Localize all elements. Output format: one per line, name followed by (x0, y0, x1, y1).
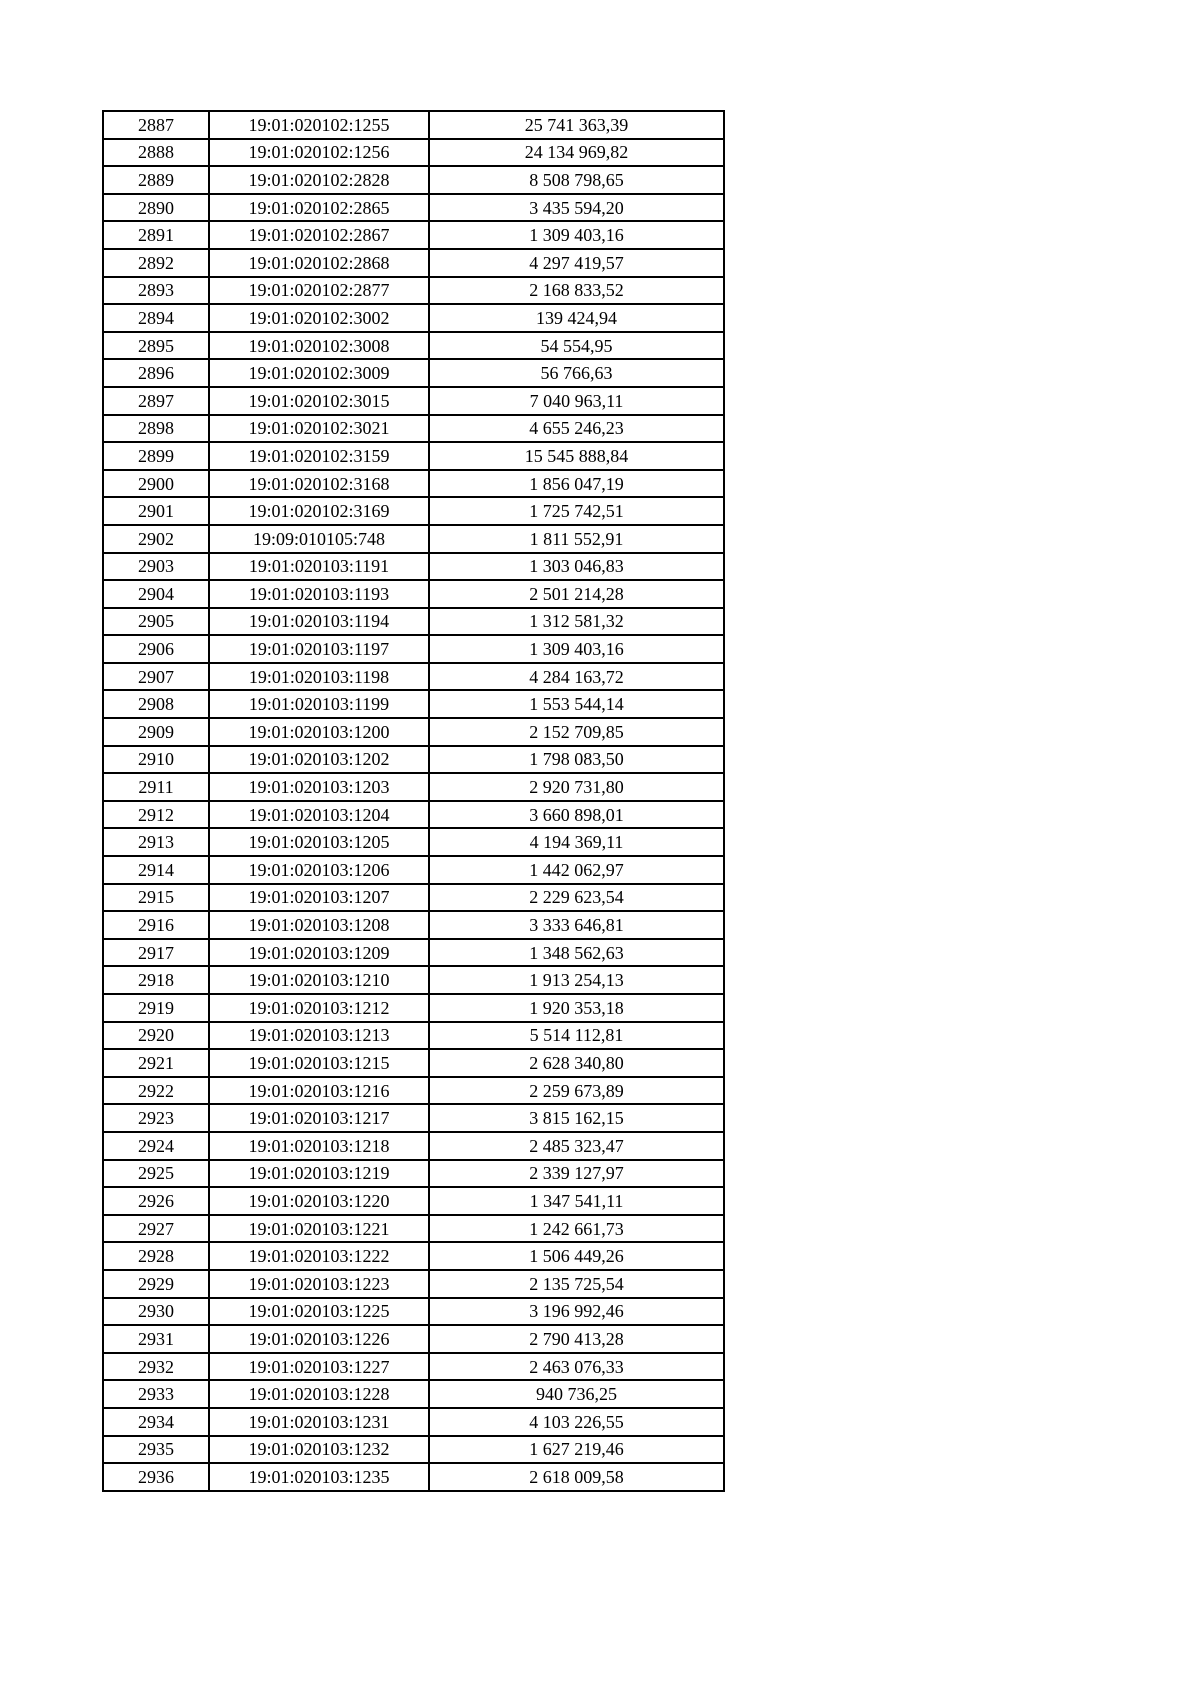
row-number-cell: 2921 (103, 1049, 209, 1077)
row-number-cell: 2906 (103, 635, 209, 663)
cadastral-value-cell: 25 741 363,39 (429, 111, 724, 139)
table-row (103, 1408, 724, 1436)
table-row (103, 166, 724, 194)
table-row (103, 332, 724, 360)
row-number-cell: 2932 (103, 1353, 209, 1381)
cadastral-number-cell: 19:01:020102:3021 (209, 415, 429, 443)
row-number-cell: 2887 (103, 111, 209, 139)
row-number-cell: 2904 (103, 580, 209, 608)
table-row (103, 1242, 724, 1270)
cadastral-value-cell: 4 297 419,57 (429, 249, 724, 277)
cadastral-number-cell: 19:01:020103:1213 (209, 1022, 429, 1050)
cadastral-number-cell: 19:01:020103:1221 (209, 1215, 429, 1243)
row-number-cell: 2934 (103, 1408, 209, 1436)
row-number-cell: 2927 (103, 1215, 209, 1243)
table-row (103, 1353, 724, 1381)
row-number-cell: 2918 (103, 966, 209, 994)
cadastral-number-cell: 19:01:020102:2865 (209, 194, 429, 222)
table-row (103, 966, 724, 994)
table-row (103, 580, 724, 608)
cadastral-value-cell: 8 508 798,65 (429, 166, 724, 194)
cadastral-value-cell: 1 725 742,51 (429, 497, 724, 525)
cadastral-number-cell: 19:01:020103:1194 (209, 608, 429, 636)
table-row (103, 828, 724, 856)
row-number-cell: 2899 (103, 442, 209, 470)
row-number-cell: 2925 (103, 1160, 209, 1188)
cadastral-value-cell: 3 196 992,46 (429, 1298, 724, 1326)
cadastral-number-cell: 19:01:020103:1216 (209, 1077, 429, 1105)
table-row (103, 111, 724, 139)
table-row (103, 635, 724, 663)
table-row (103, 221, 724, 249)
table-row (103, 1215, 724, 1243)
row-number-cell: 2928 (103, 1242, 209, 1270)
row-number-cell: 2890 (103, 194, 209, 222)
cadastral-value-cell: 1 553 544,14 (429, 690, 724, 718)
table-row (103, 1380, 724, 1408)
row-number-cell: 2892 (103, 249, 209, 277)
row-number-cell: 2888 (103, 139, 209, 167)
cadastral-number-cell: 19:01:020102:3008 (209, 332, 429, 360)
table-row (103, 801, 724, 829)
cadastral-number-cell: 19:01:020103:1203 (209, 773, 429, 801)
cadastral-value-cell: 2 135 725,54 (429, 1270, 724, 1298)
cadastral-value-cell: 3 333 646,81 (429, 911, 724, 939)
row-number-cell: 2930 (103, 1298, 209, 1326)
cadastral-number-cell: 19:01:020103:1218 (209, 1132, 429, 1160)
table-row (103, 1298, 724, 1326)
row-number-cell: 2911 (103, 773, 209, 801)
table-row (103, 1187, 724, 1215)
cadastral-value-cell: 24 134 969,82 (429, 139, 724, 167)
cadastral-value-cell: 2 790 413,28 (429, 1325, 724, 1353)
cadastral-value-cell: 1 506 449,26 (429, 1242, 724, 1270)
cadastral-number-cell: 19:01:020103:1191 (209, 553, 429, 581)
table-row (103, 1436, 724, 1464)
cadastral-number-cell: 19:01:020102:1255 (209, 111, 429, 139)
cadastral-value-cell: 139 424,94 (429, 304, 724, 332)
table-row (103, 277, 724, 305)
cadastral-value-cell: 2 168 833,52 (429, 277, 724, 305)
cadastral-value-cell: 2 501 214,28 (429, 580, 724, 608)
table-row (103, 1104, 724, 1132)
row-number-cell: 2916 (103, 911, 209, 939)
cadastral-number-cell: 19:01:020102:3015 (209, 387, 429, 415)
cadastral-number-cell: 19:01:020103:1225 (209, 1298, 429, 1326)
table-row (103, 690, 724, 718)
cadastral-number-cell: 19:01:020103:1231 (209, 1408, 429, 1436)
cadastral-value-cell: 1 312 581,32 (429, 608, 724, 636)
cadastral-value-cell: 1 348 562,63 (429, 939, 724, 967)
cadastral-value-cell: 4 103 226,55 (429, 1408, 724, 1436)
table-row (103, 1049, 724, 1077)
row-number-cell: 2902 (103, 525, 209, 553)
row-number-cell: 2931 (103, 1325, 209, 1353)
cadastral-number-cell: 19:01:020103:1219 (209, 1160, 429, 1188)
cadastral-number-cell: 19:01:020102:2828 (209, 166, 429, 194)
table-row (103, 194, 724, 222)
cadastral-value-cell: 2 152 709,85 (429, 718, 724, 746)
cadastral-value-cell: 2 339 127,97 (429, 1160, 724, 1188)
table-row (103, 1160, 724, 1188)
cadastral-value-cell: 1 442 062,97 (429, 856, 724, 884)
row-number-cell: 2893 (103, 277, 209, 305)
row-number-cell: 2898 (103, 415, 209, 443)
row-number-cell: 2920 (103, 1022, 209, 1050)
cadastral-number-cell: 19:01:020103:1215 (209, 1049, 429, 1077)
row-number-cell: 2919 (103, 994, 209, 1022)
row-number-cell: 2907 (103, 663, 209, 691)
table-row (103, 415, 724, 443)
cadastral-value-cell: 2 463 076,33 (429, 1353, 724, 1381)
cadastral-number-cell: 19:01:020103:1210 (209, 966, 429, 994)
row-number-cell: 2917 (103, 939, 209, 967)
cadastral-value-cell: 2 485 323,47 (429, 1132, 724, 1160)
cadastral-number-cell: 19:01:020102:2867 (209, 221, 429, 249)
table-row (103, 911, 724, 939)
cadastral-value-cell: 15 545 888,84 (429, 442, 724, 470)
cadastral-number-cell: 19:01:020103:1227 (209, 1353, 429, 1381)
cadastral-value-cell: 5 514 112,81 (429, 1022, 724, 1050)
cadastral-value-cell: 4 194 369,11 (429, 828, 724, 856)
row-number-cell: 2896 (103, 359, 209, 387)
cadastral-value-cell: 54 554,95 (429, 332, 724, 360)
cadastral-value-cell: 3 660 898,01 (429, 801, 724, 829)
table-row (103, 525, 724, 553)
cadastral-value-cell: 940 736,25 (429, 1380, 724, 1408)
cadastral-number-cell: 19:01:020102:3169 (209, 497, 429, 525)
row-number-cell: 2924 (103, 1132, 209, 1160)
table-row (103, 1077, 724, 1105)
table-row (103, 1325, 724, 1353)
cadastral-number-cell: 19:01:020103:1226 (209, 1325, 429, 1353)
table-row (103, 387, 724, 415)
row-number-cell: 2933 (103, 1380, 209, 1408)
table-row (103, 470, 724, 498)
row-number-cell: 2913 (103, 828, 209, 856)
cadastral-number-cell: 19:01:020103:1207 (209, 884, 429, 912)
cadastral-number-cell: 19:01:020103:1222 (209, 1242, 429, 1270)
row-number-cell: 2936 (103, 1463, 209, 1491)
cadastral-number-cell: 19:01:020102:3002 (209, 304, 429, 332)
cadastral-number-cell: 19:01:020103:1206 (209, 856, 429, 884)
row-number-cell: 2914 (103, 856, 209, 884)
cadastral-value-cell: 1 347 541,11 (429, 1187, 724, 1215)
cadastral-number-cell: 19:01:020103:1197 (209, 635, 429, 663)
table-row (103, 773, 724, 801)
row-number-cell: 2912 (103, 801, 209, 829)
table-row (103, 994, 724, 1022)
cadastral-value-cell: 2 259 673,89 (429, 1077, 724, 1105)
table-row (103, 359, 724, 387)
row-number-cell: 2935 (103, 1436, 209, 1464)
cadastral-number-cell: 19:01:020103:1199 (209, 690, 429, 718)
row-number-cell: 2891 (103, 221, 209, 249)
cadastral-number-cell: 19:01:020102:3009 (209, 359, 429, 387)
cadastral-value-cell: 3 815 162,15 (429, 1104, 724, 1132)
table-row (103, 718, 724, 746)
row-number-cell: 2894 (103, 304, 209, 332)
table-row (103, 553, 724, 581)
table-row (103, 939, 724, 967)
row-number-cell: 2889 (103, 166, 209, 194)
table-body (103, 111, 724, 1491)
cadastral-value-cell: 1 913 254,13 (429, 966, 724, 994)
row-number-cell: 2922 (103, 1077, 209, 1105)
cadastral-value-cell: 2 229 623,54 (429, 884, 724, 912)
table-row (103, 1132, 724, 1160)
row-number-cell: 2910 (103, 746, 209, 774)
cadastral-number-cell: 19:01:020102:2877 (209, 277, 429, 305)
cadastral-number-cell: 19:01:020102:3159 (209, 442, 429, 470)
cadastral-number-cell: 19:01:020103:1217 (209, 1104, 429, 1132)
cadastral-value-cell: 1 811 552,91 (429, 525, 724, 553)
table-row (103, 304, 724, 332)
row-number-cell: 2915 (103, 884, 209, 912)
table-row (103, 1463, 724, 1491)
cadastral-value-cell: 4 655 246,23 (429, 415, 724, 443)
cadastral-number-cell: 19:01:020103:1193 (209, 580, 429, 608)
cadastral-value-cell: 1 798 083,50 (429, 746, 724, 774)
cadastral-value-cell: 1 920 353,18 (429, 994, 724, 1022)
cadastral-number-cell: 19:01:020103:1209 (209, 939, 429, 967)
table-row (103, 249, 724, 277)
cadastral-number-cell: 19:01:020103:1220 (209, 1187, 429, 1215)
cadastral-value-cell: 3 435 594,20 (429, 194, 724, 222)
cadastral-number-cell: 19:01:020103:1198 (209, 663, 429, 691)
cadastral-number-cell: 19:01:020103:1232 (209, 1436, 429, 1464)
cadastral-value-cell: 2 628 340,80 (429, 1049, 724, 1077)
row-number-cell: 2926 (103, 1187, 209, 1215)
cadastral-number-cell: 19:01:020102:3168 (209, 470, 429, 498)
cadastral-number-cell: 19:01:020103:1235 (209, 1463, 429, 1491)
row-number-cell: 2929 (103, 1270, 209, 1298)
row-number-cell: 2900 (103, 470, 209, 498)
cadastral-number-cell: 19:01:020103:1212 (209, 994, 429, 1022)
cadastral-value-cell: 1 242 661,73 (429, 1215, 724, 1243)
cadastral-number-cell: 19:01:020103:1204 (209, 801, 429, 829)
cadastral-value-cell: 4 284 163,72 (429, 663, 724, 691)
cadastral-number-cell: 19:01:020103:1200 (209, 718, 429, 746)
table-row (103, 1022, 724, 1050)
cadastral-value-cell: 7 040 963,11 (429, 387, 724, 415)
cadastral-number-cell: 19:01:020103:1208 (209, 911, 429, 939)
cadastral-number-cell: 19:01:020102:1256 (209, 139, 429, 167)
cadastral-value-table (102, 110, 725, 1492)
row-number-cell: 2908 (103, 690, 209, 718)
row-number-cell: 2903 (103, 553, 209, 581)
row-number-cell: 2897 (103, 387, 209, 415)
row-number-cell: 2923 (103, 1104, 209, 1132)
row-number-cell: 2909 (103, 718, 209, 746)
table-row (103, 884, 724, 912)
cadastral-number-cell: 19:01:020103:1205 (209, 828, 429, 856)
row-number-cell: 2895 (103, 332, 209, 360)
cadastral-value-cell: 1 856 047,19 (429, 470, 724, 498)
table-row (103, 746, 724, 774)
cadastral-value-cell: 1 309 403,16 (429, 635, 724, 663)
cadastral-value-cell: 1 309 403,16 (429, 221, 724, 249)
table-row (103, 139, 724, 167)
cadastral-number-cell: 19:01:020103:1228 (209, 1380, 429, 1408)
cadastral-value-cell: 2 920 731,80 (429, 773, 724, 801)
table-row (103, 663, 724, 691)
cadastral-number-cell: 19:01:020103:1223 (209, 1270, 429, 1298)
cadastral-number-cell: 19:01:020102:2868 (209, 249, 429, 277)
row-number-cell: 2901 (103, 497, 209, 525)
table-row (103, 1270, 724, 1298)
cadastral-value-cell: 1 627 219,46 (429, 1436, 724, 1464)
table-row (103, 856, 724, 884)
cadastral-value-cell: 2 618 009,58 (429, 1463, 724, 1491)
cadastral-number-cell: 19:09:010105:748 (209, 525, 429, 553)
table-row (103, 497, 724, 525)
table-row (103, 442, 724, 470)
cadastral-value-cell: 1 303 046,83 (429, 553, 724, 581)
cadastral-number-cell: 19:01:020103:1202 (209, 746, 429, 774)
row-number-cell: 2905 (103, 608, 209, 636)
table-row (103, 608, 724, 636)
cadastral-value-cell: 56 766,63 (429, 359, 724, 387)
